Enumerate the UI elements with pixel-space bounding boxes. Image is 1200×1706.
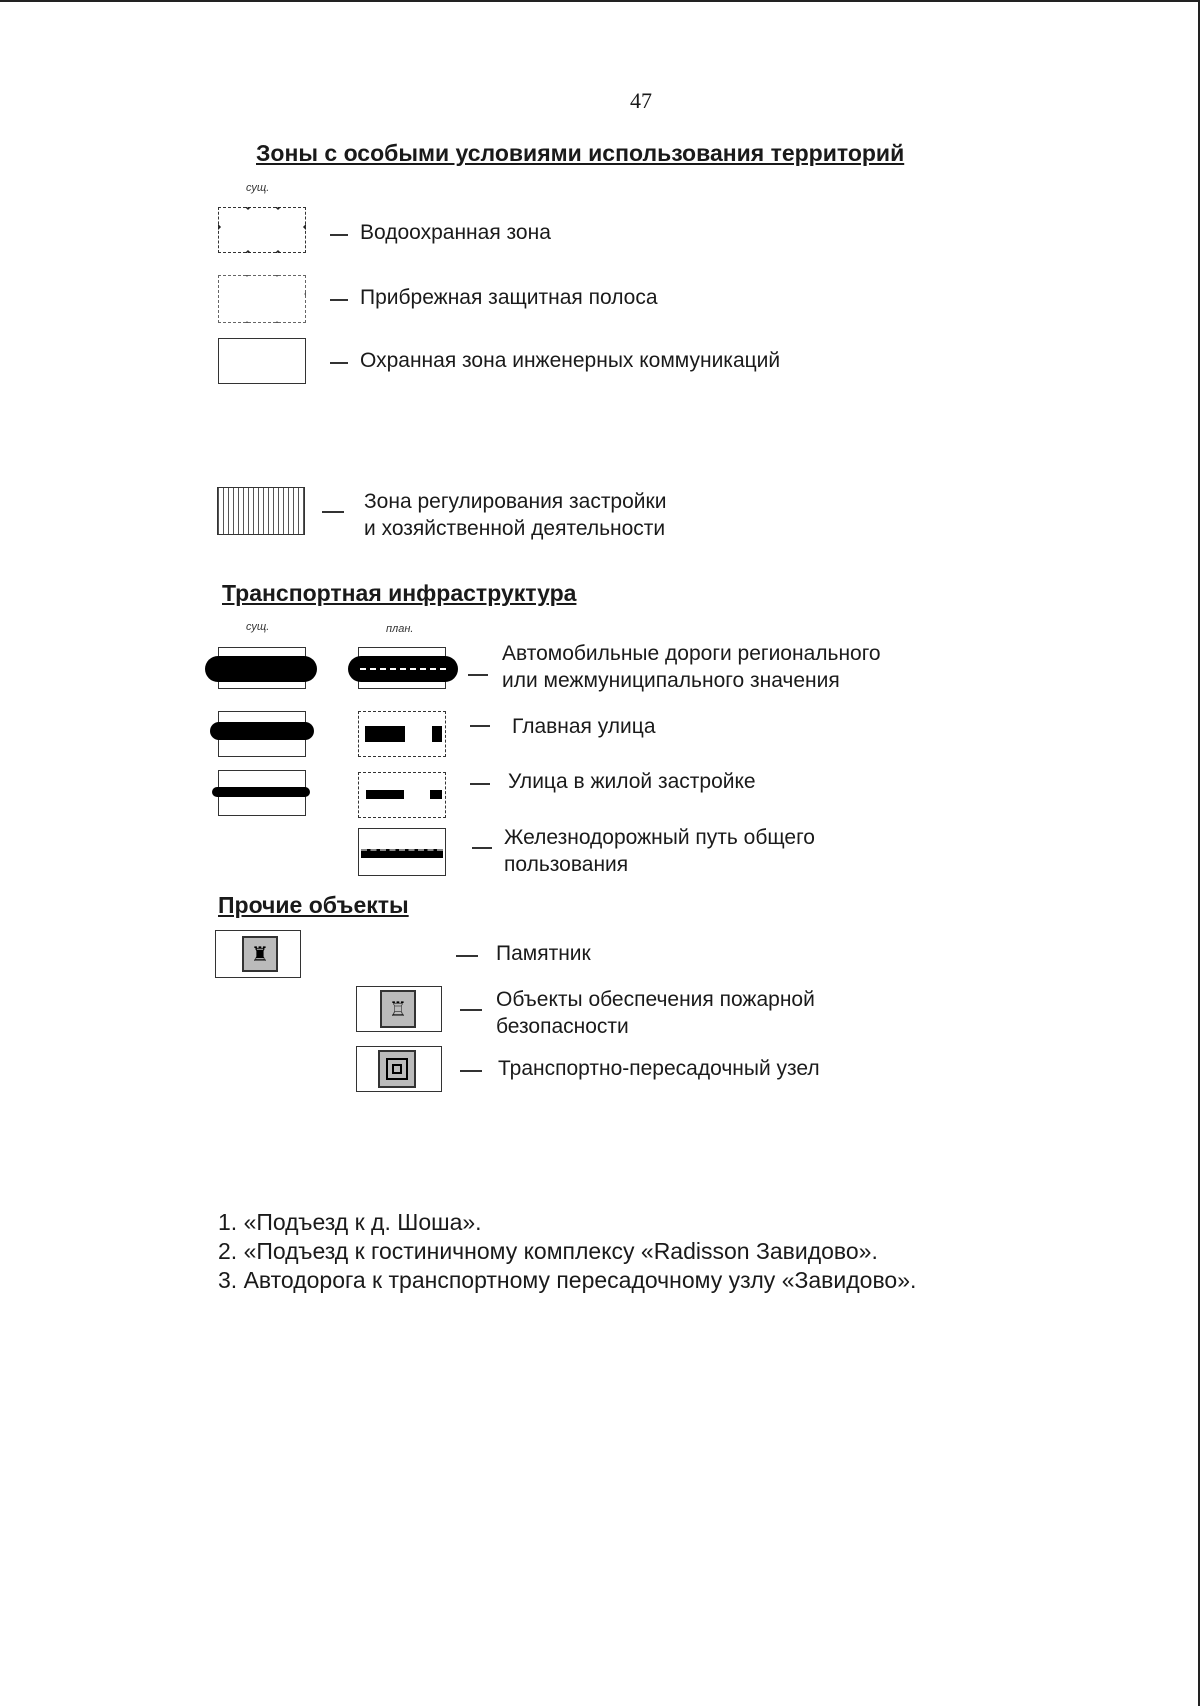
label-development-regulation-zone-line1: Зона регулирования застройки — [364, 490, 667, 513]
page-border-top — [0, 0, 1200, 2]
label-fire-safety-line1: Объекты обеспечения пожарной — [496, 988, 815, 1011]
note-item-3: 3. Автодорога к транспортному пересадочному узлу «Завидово». — [218, 1267, 917, 1293]
label-residential-street: Улица в жилой застройке — [508, 770, 756, 793]
label-development-regulation-zone-line2: и хозяйственной деятельности — [364, 517, 666, 540]
legend-dash — [470, 725, 490, 727]
legend-dash — [472, 847, 492, 849]
label-regional-road-line1: Автомобильные дороги регионального — [502, 642, 881, 665]
legend-dash — [322, 511, 344, 513]
page-number: 47 — [630, 88, 652, 113]
section-title-transport: Транспортная инфраструктура — [222, 580, 577, 606]
main-street-existing-symbol — [210, 722, 314, 740]
section-title-zones: Зоны с особыми условиями использования территорий — [256, 140, 905, 166]
legend-dash — [330, 299, 348, 301]
label-fire-safety-line2: безопасности — [496, 1015, 629, 1038]
caption-existing: сущ. — [246, 182, 270, 194]
caption-planned: план. — [386, 623, 414, 635]
legend-dash — [468, 674, 488, 676]
monument-icon: ♜ — [242, 936, 278, 972]
note-item-1: 1. «Подъезд к д. Шоша». — [218, 1209, 482, 1235]
legend-dash — [456, 955, 478, 957]
residential-street-existing-symbol — [212, 787, 310, 797]
regional-road-existing-symbol — [205, 656, 317, 682]
label-utility-protection-zone: Охранная зона инженерных коммуникаций — [360, 349, 781, 372]
main-street-planned-segment — [432, 726, 442, 742]
label-main-street: Главная улица — [512, 715, 656, 738]
caption-existing: сущ. — [246, 621, 270, 633]
section-title-other: Прочие объекты — [218, 892, 409, 918]
legend-dash — [470, 783, 490, 785]
legend-dash — [330, 234, 348, 236]
label-transfer-hub: Транспортно-пересадочный узел — [498, 1057, 820, 1080]
legend-dash — [460, 1070, 482, 1072]
label-water-protection-zone: Водоохранная зона — [360, 221, 551, 244]
residential-street-planned-segment — [430, 790, 442, 799]
note-item-2: 2. «Подъезд к гостиничному комплексу «Radisson Завидово». — [218, 1238, 878, 1264]
legend-dash — [330, 362, 348, 364]
development-regulation-zone-symbol — [217, 487, 305, 535]
legend-dash — [460, 1009, 482, 1011]
label-monument: Памятник — [496, 942, 591, 965]
regional-road-planned-symbol — [348, 656, 458, 682]
label-railway-line1: Железнодорожный путь общего — [504, 826, 815, 849]
utility-protection-zone-symbol — [218, 338, 306, 384]
coastal-protection-strip-symbol — [218, 275, 306, 323]
fire-hydrant-icon: ♖ — [380, 990, 416, 1028]
label-railway-line2: пользования — [504, 853, 629, 876]
railway-symbol — [358, 828, 446, 876]
residential-street-planned-segment — [366, 790, 404, 799]
label-coastal-protection-strip: Прибрежная защитная полоса — [360, 286, 658, 309]
water-protection-zone-symbol — [218, 207, 306, 253]
transfer-hub-icon — [378, 1050, 416, 1088]
main-street-planned-segment — [365, 726, 405, 742]
label-regional-road-line2: или межмуниципального значения — [502, 669, 840, 692]
